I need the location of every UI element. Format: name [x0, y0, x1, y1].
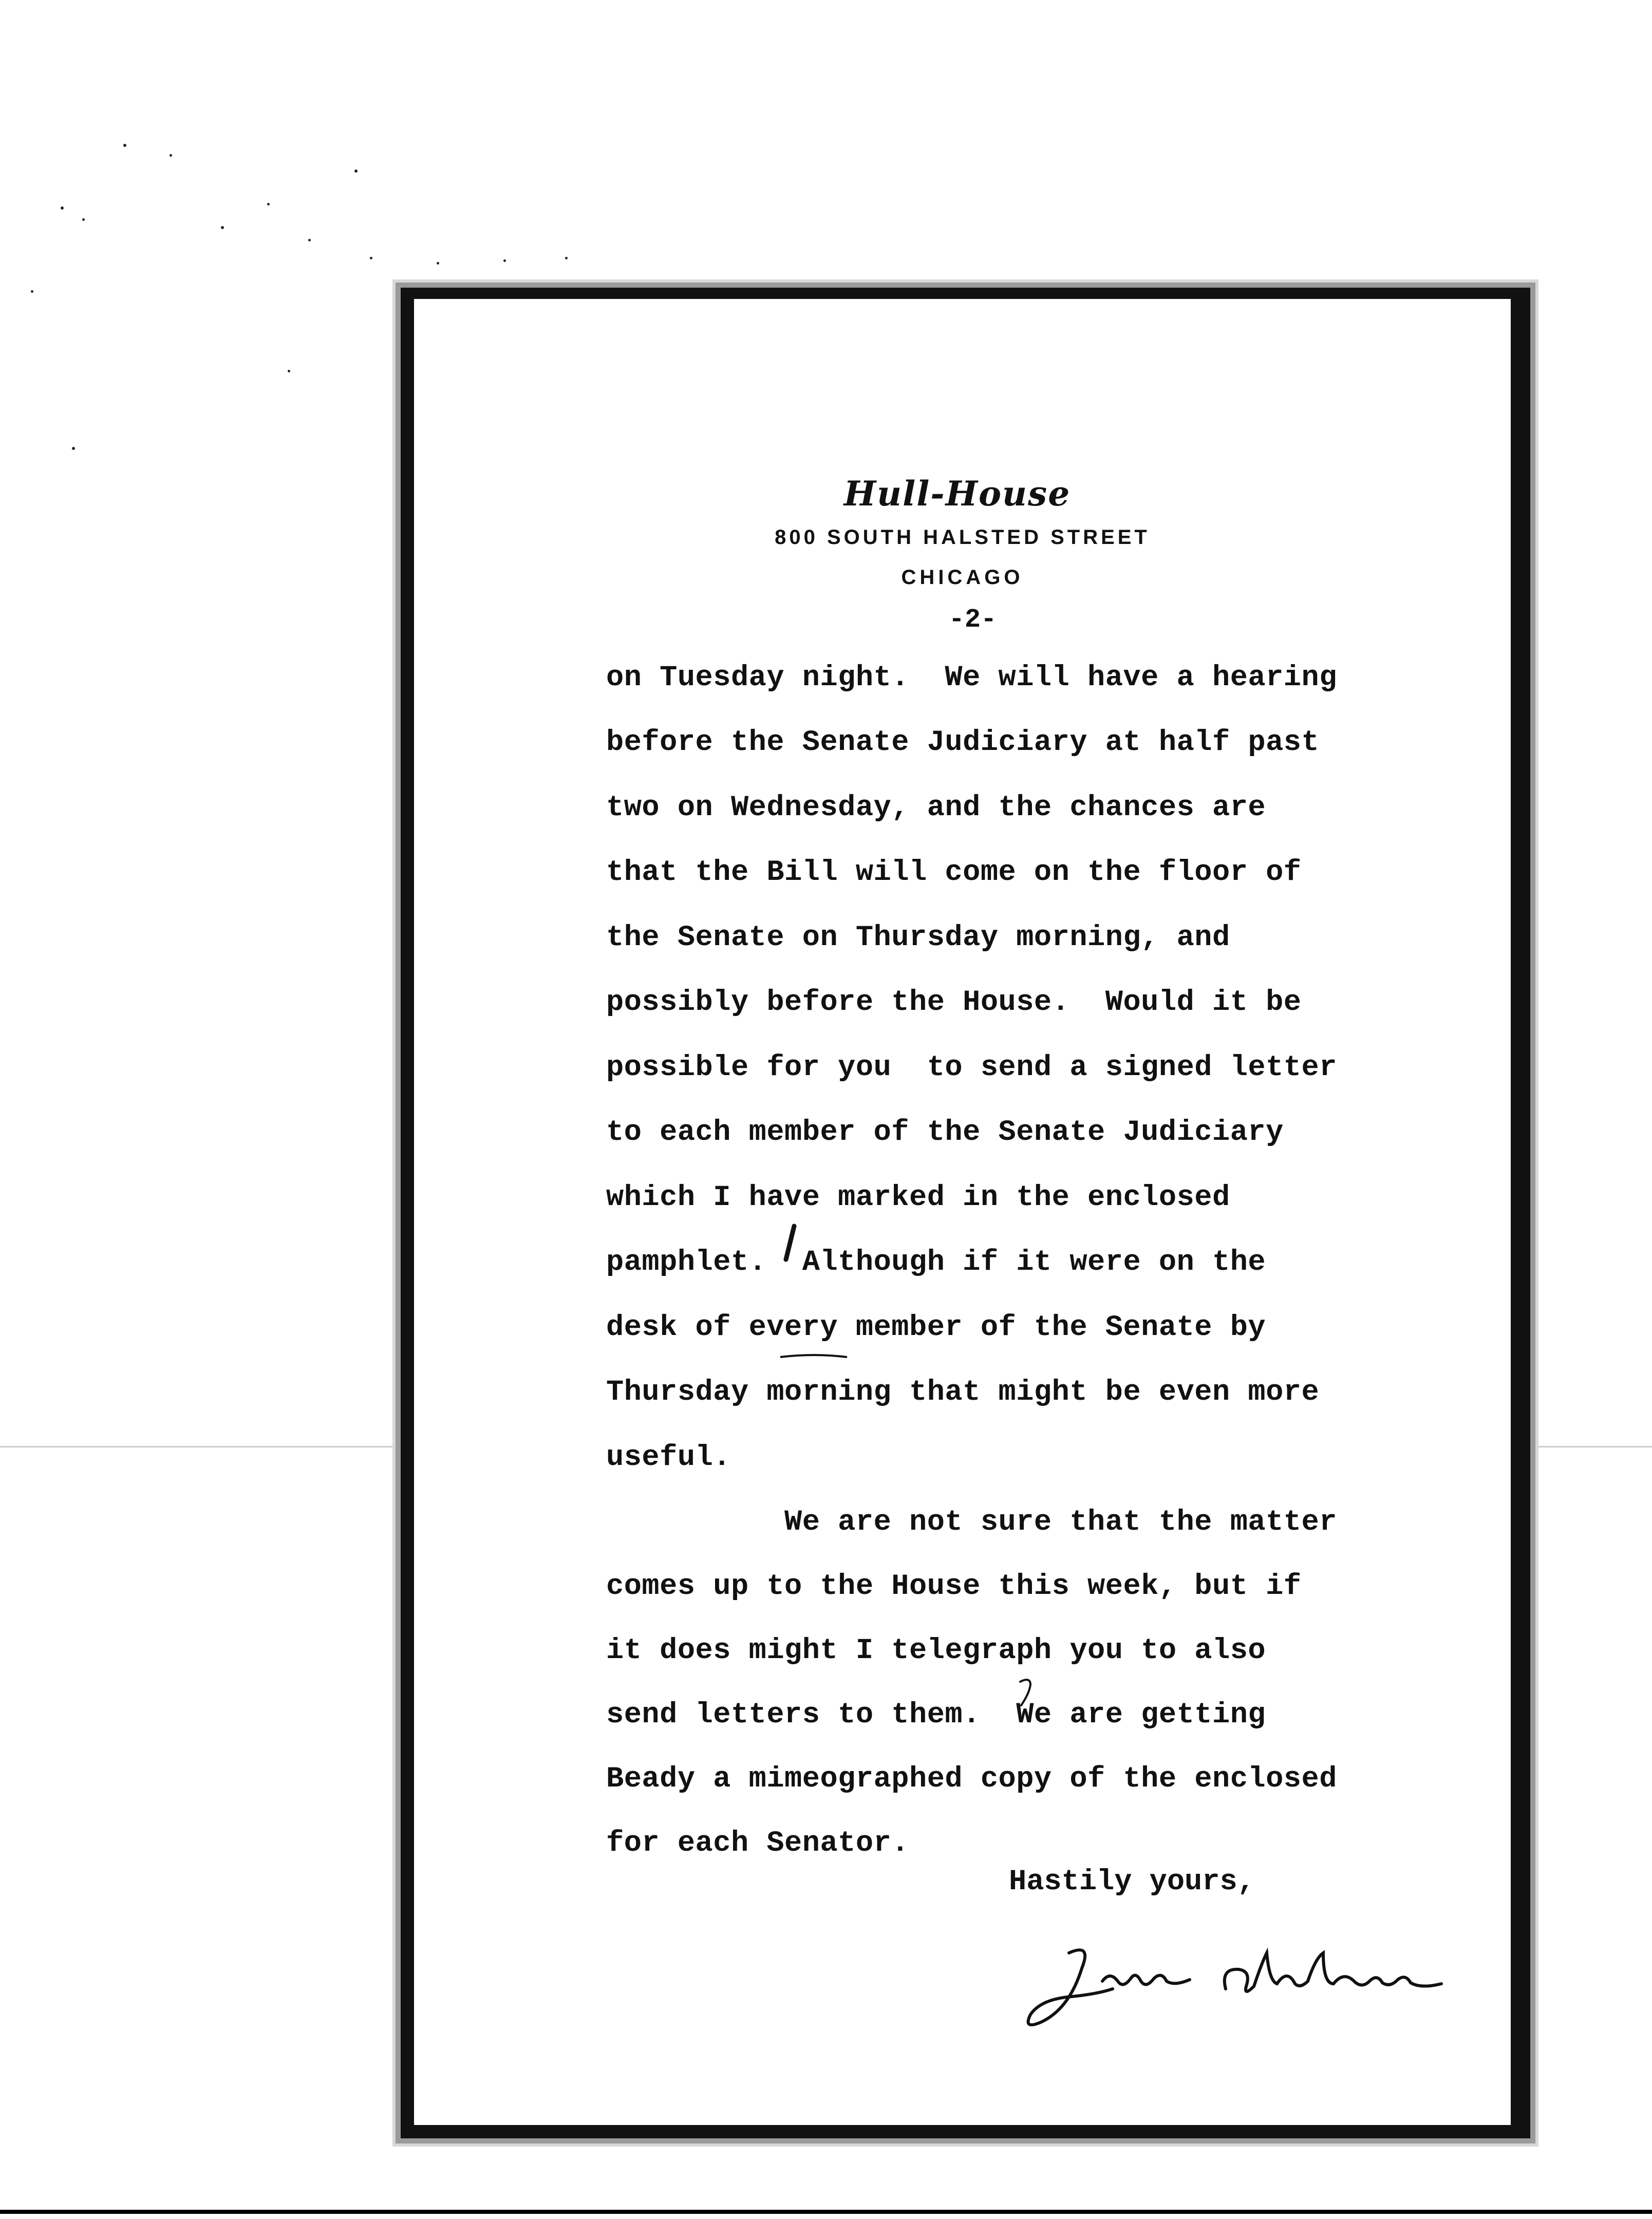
- scan-speck: [565, 257, 568, 259]
- pen-underline: [778, 1352, 850, 1362]
- letter-line: that the Bill will come on the floor of: [606, 856, 1302, 889]
- letter-line: on Tuesday night. We will have a hearing: [606, 662, 1337, 694]
- letter-line: to each member of the Senate Judiciary: [606, 1116, 1284, 1149]
- scan-speck: [82, 218, 85, 221]
- scan-speck: [31, 290, 33, 293]
- scan-speck: [267, 203, 270, 205]
- letter-line: Beady a mimeographed copy of the enclosed: [606, 1763, 1337, 1796]
- scan-speck: [288, 370, 290, 372]
- letter-line: possible for you to send a signed letter: [606, 1051, 1337, 1084]
- letter-line: which I have marked in the enclosed: [606, 1181, 1230, 1214]
- scan-speck: [308, 239, 311, 241]
- scan-speck: [370, 257, 372, 259]
- scan-speck: [123, 144, 126, 147]
- letter-line: possibly before the House. Would it be: [606, 986, 1302, 1019]
- pen-question-mark: [1015, 1676, 1036, 1717]
- scan-speck: [221, 226, 224, 229]
- scan-speck: [437, 262, 439, 265]
- letter-line: send letters to them. We are getting: [606, 1699, 1266, 1732]
- scan-speck: [354, 170, 358, 173]
- pen-question-mark: [779, 1224, 799, 1270]
- letter-line: comes up to the House this week, but if: [606, 1570, 1302, 1603]
- letter-line: for each Senator.: [606, 1827, 909, 1860]
- letter-line: two on Wednesday, and the chances are: [606, 792, 1266, 824]
- letterhead-street: 800 SOUTH HALSTED STREET: [775, 526, 1150, 549]
- scan-speck: [170, 154, 172, 157]
- page-number: -2-: [948, 605, 997, 635]
- letter-line: desk of every member of the Senate by: [606, 1311, 1266, 1344]
- letter-sheet: [401, 288, 1530, 2138]
- letter-line: pamphlet. Although if it were on the: [606, 1246, 1266, 1279]
- scan-bottom-edge: [0, 2210, 1652, 2214]
- letter-line: We are not sure that the matter: [606, 1506, 1337, 1539]
- letterhead-city: CHICAGO: [901, 566, 1024, 589]
- letter-line: useful.: [606, 1441, 731, 1474]
- closing-line: Hastily yours,: [1009, 1866, 1255, 1898]
- scan-speck: [72, 447, 75, 450]
- letter-line: the Senate on Thursday morning, and: [606, 922, 1230, 954]
- scan-speck: [503, 259, 506, 262]
- letterhead-name: Hull-House: [843, 474, 1071, 514]
- letter-line: it does might I telegraph you to also: [606, 1634, 1266, 1667]
- scan-speck: [61, 206, 64, 210]
- letter-line: before the Senate Judiciary at half past: [606, 726, 1320, 759]
- letter-line: Thursday morning that might be even more: [606, 1376, 1320, 1409]
- signature-image: [1020, 1932, 1482, 2045]
